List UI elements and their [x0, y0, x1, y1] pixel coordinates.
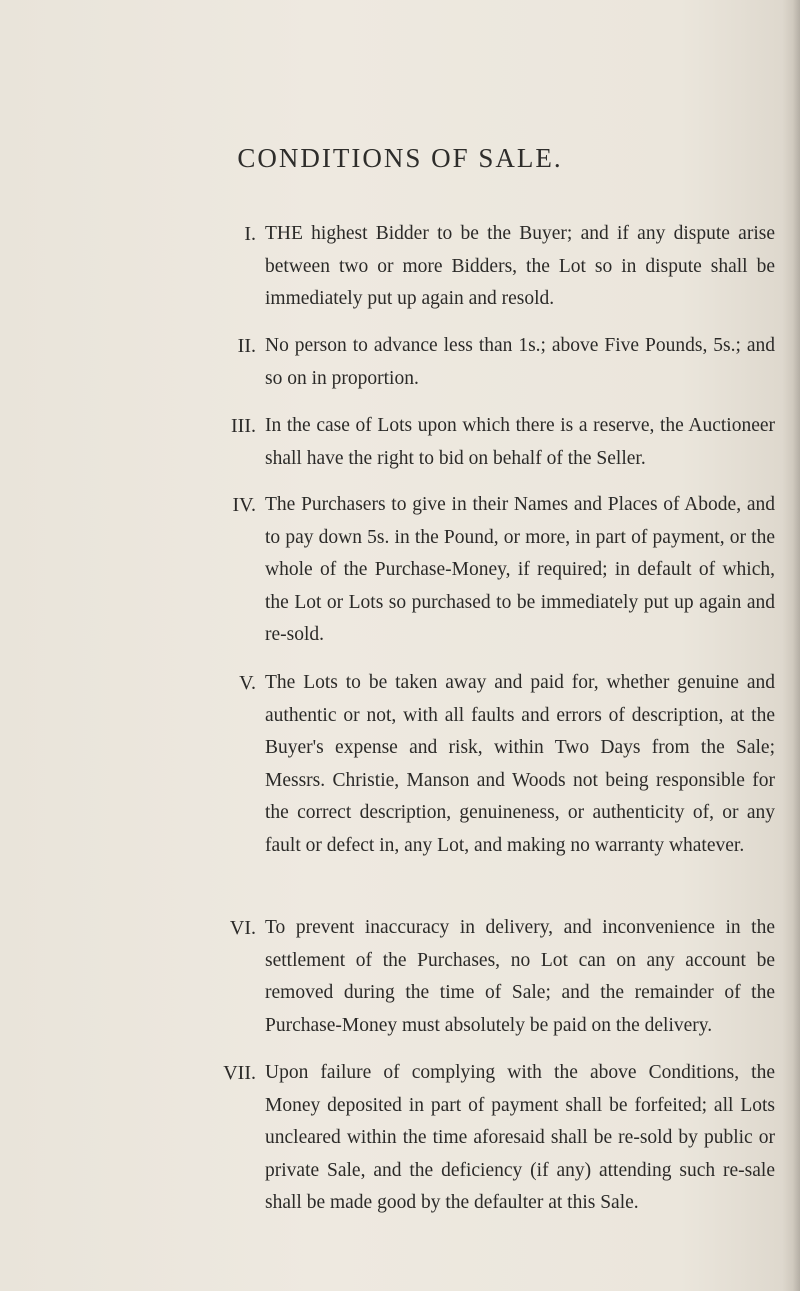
condition-numeral: IV. — [232, 494, 256, 516]
condition-numeral: VII. — [223, 1062, 256, 1084]
page-edge-shadow — [782, 0, 800, 1291]
condition-numeral: VI. — [229, 917, 256, 939]
condition-numeral: II. — [237, 335, 256, 357]
condition-text: No person to advance less than 1s.; above Five Pounds, 5s.; and so on in proportion. — [265, 335, 775, 389]
condition-text: Upon failure of complying with the above Conditions, the Money deposited in part of payment shall be forfeited; all Lots uncleared within the time aforesaid shall be re-sold by public or private Sale, and the deficiency (if any) attending such re-sale shall be made good by the defaulter at this Sale. — [265, 1062, 775, 1213]
page-title: CONDITIONS OF SALE. — [237, 143, 563, 173]
condition-text: The Purchasers to give in their Names and Places of Abode, and to pay down 5s. in the Pound, or more, in part of payment, or the whole of the Purchase-Money, if required; in default of which, the Lot or Lots so purchased to be immediately put up again and re-sold. — [265, 494, 775, 645]
condition-text: The Lots to be taken away and paid for, whether genuine and authentic or not, with all faults and errors of description, at the Buyer's expense and risk, within Two Days from the Sale; Messrs. Christie, Manson and Woods not being responsible for the correct description, genuineness, or authenticity of, or any fault or defect in, any Lot, and making no warranty whatever. — [265, 672, 775, 856]
condition-text: In the case of Lots upon which there is a reserve, the Auctioneer shall have the right to bid on behalf of the Seller. — [265, 415, 775, 469]
condition-numeral: I. — [244, 223, 256, 245]
condition-numeral: V. — [239, 672, 256, 694]
condition-text: To prevent inaccuracy in delivery, and inconvenience in the settlement of the Purchases, no Lot can on any account be removed during the time of Sale; and the remainder of the Purchase-Money must absolutely be paid on the delivery. — [265, 917, 775, 1036]
condition-numeral: III. — [231, 415, 256, 437]
condition-text: THE highest Bidder to be the Buyer; and if any dispute arise between two or more Bidders, the Lot so in dispute shall be immediately put up again and resold. — [265, 223, 775, 309]
